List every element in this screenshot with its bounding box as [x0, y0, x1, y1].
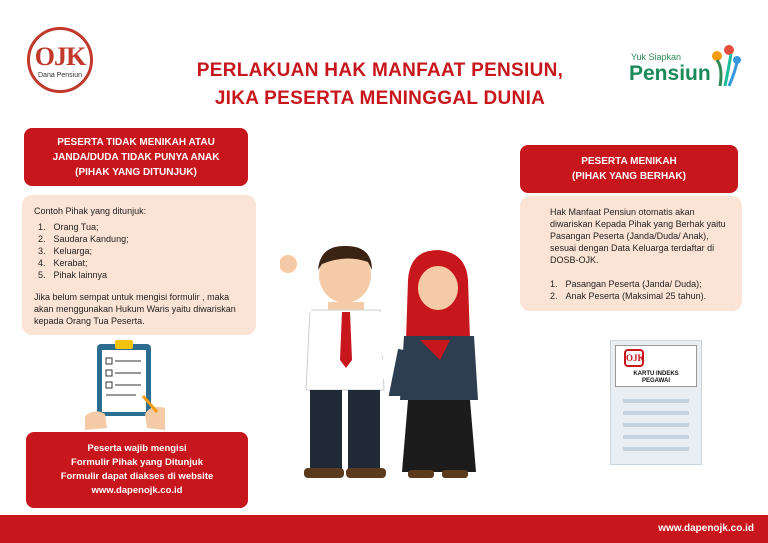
reminder-website-link[interactable]: www.dapenojk.co.id	[91, 485, 183, 496]
unmarried-info-box	[22, 195, 256, 335]
card-line	[623, 399, 689, 403]
list-item: 3. Keluarga;	[38, 246, 93, 256]
list-item: 1. Orang Tua;	[38, 222, 99, 232]
footer-website-link[interactable]: www.dapenojk.co.id	[658, 523, 754, 534]
card-line	[623, 411, 689, 415]
ojk-logo	[27, 27, 93, 93]
logo-tagline: Yuk Siapkan	[631, 52, 682, 62]
designated-list	[38, 221, 244, 281]
employee-index-card	[610, 340, 702, 465]
ojk-logo-subtitle: Dana Pensiun	[38, 72, 82, 79]
list-item: 2. Saudara Kandung;	[38, 234, 129, 244]
heading-line: JANDA/DUDA TIDAK PUNYA ANAK	[52, 151, 220, 163]
yuk-siapkan-pensiun-logo	[625, 38, 745, 98]
card-line	[623, 423, 689, 427]
reminder-line: Formulir dapat diakses di website	[60, 471, 214, 482]
ojk-logo-mark: OJK	[34, 42, 86, 71]
designated-intro: Contoh Pihak yang ditunjuk:	[34, 206, 147, 216]
clipboard-form-icon	[85, 338, 165, 433]
unmarried-heading-box	[24, 128, 248, 186]
page-title-line2: JIKA PESERTA MENINGGAL DUNIA	[214, 88, 546, 109]
inheritance-note: Jika belum sempat untuk mengisi formulir , maka akan menggunakan Hukum Waris yaitu diwariskan kepada Orang Tua Peserta.	[34, 292, 236, 326]
reminder-line: Formulir Pihak yang Ditunjuk	[71, 457, 203, 468]
reminder-line: Peserta wajib mengisi	[87, 443, 187, 454]
footer-bar	[0, 515, 768, 543]
logo-wordmark: Pensiun	[629, 62, 711, 85]
list-item: 2. Anak Peserta (Maksimal 25 tahun).	[550, 291, 707, 301]
heading-line: (PIHAK YANG DITUNJUK)	[75, 166, 197, 178]
card-line	[623, 435, 689, 439]
card-title: KARTU INDEKS PEGAWAI	[633, 371, 679, 384]
card-header	[615, 345, 697, 387]
list-item: 1. Pasangan Peserta (Janda/ Duda);	[550, 279, 702, 289]
married-info-box	[520, 196, 742, 311]
list-item: 5. Pihak lainnya	[38, 270, 108, 280]
heading-line: PESERTA TIDAK MENIKAH ATAU	[57, 136, 215, 148]
couple-illustration	[280, 240, 495, 485]
card-line	[623, 447, 689, 451]
married-body-text: Hak Manfaat Pensiun otomatis akan diwariskan Kepada Pihak yang Berhak yaitu Pasangan Peserta (Janda/Duda/ Anak), sesuai dengan Data Keluarga terdaftar di DOSB-OJK.	[550, 207, 726, 265]
heading-line: (PIHAK YANG BERHAK)	[572, 171, 686, 182]
heading-line: PESERTA MENIKAH	[581, 156, 677, 167]
entitled-list	[550, 278, 730, 302]
card-ojk-badge: OJK	[624, 349, 644, 367]
page-title-line1: PERLAKUAN HAK MANFAAT PENSIUN,	[196, 60, 564, 81]
form-reminder-box	[26, 432, 248, 508]
list-item: 4. Kerabat;	[38, 258, 88, 268]
married-heading-box	[520, 145, 738, 193]
